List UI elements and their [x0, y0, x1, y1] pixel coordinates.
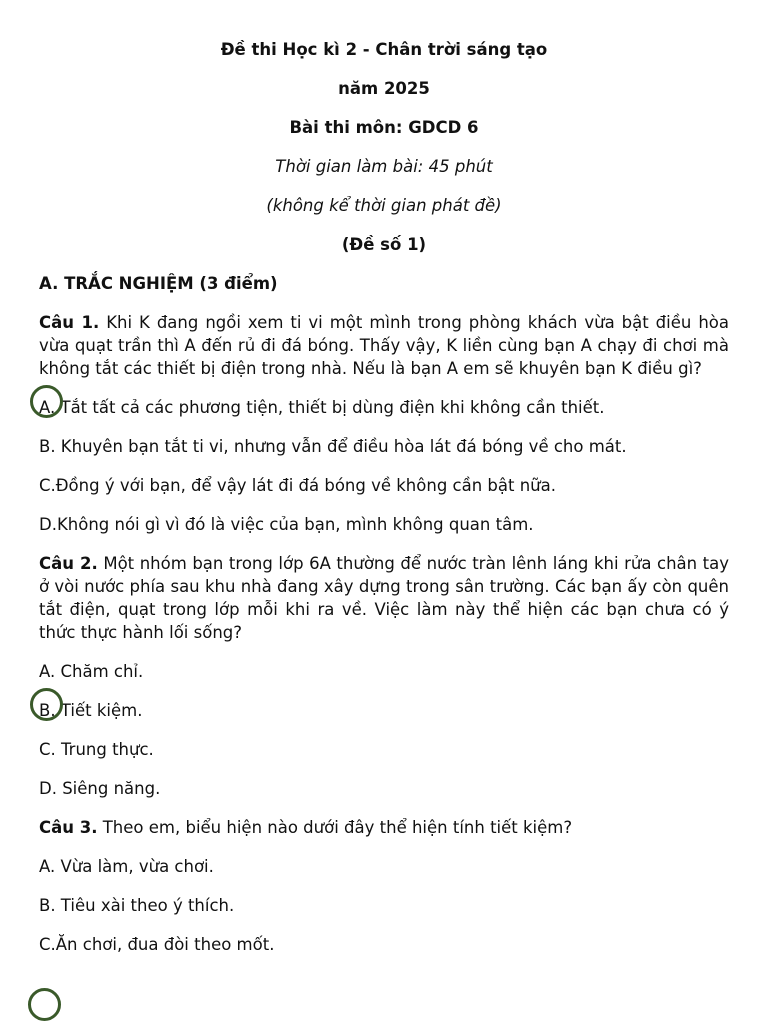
question-1-text: Khi K đang ngồi xem ti vi một mình trong phòng khách vừa bật điều hòa vừa quạt trần thì A đến rủ đi đá bóng. Thấy vậy, K liền cùng bạn A chạy đi chơi mà không tắt các thiết bị điện trong nhà. Nếu là bạn A em sẽ khuyên bạn K điều gì?	[39, 313, 729, 378]
question-2-option-d[interactable]	[39, 777, 729, 800]
option-text: D.Không nói gì vì đó là việc của bạn, mình không quan tâm.	[39, 515, 534, 534]
question-2-option-a[interactable]	[39, 660, 729, 683]
question-2-label: Câu 2.	[39, 554, 98, 573]
option-text: A. Vừa làm, vừa chơi.	[39, 857, 214, 876]
option-text: C.Ăn chơi, đua đòi theo mốt.	[39, 935, 275, 954]
question-3-option-b[interactable]	[39, 894, 729, 917]
option-text: B. Tiêu xài theo ý thích.	[39, 896, 235, 915]
question-1	[39, 311, 729, 380]
exam-number: (Đề số 1)	[341, 235, 427, 254]
question-1-option-d[interactable]	[39, 513, 729, 536]
option-text: A. Chăm chỉ.	[39, 662, 144, 681]
section-a-heading: A. TRẮC NGHIỆM (3 điểm)	[39, 274, 278, 293]
exam-time-note: (không kể thời gian phát đề)	[266, 196, 502, 215]
question-2-option-c[interactable]	[39, 738, 729, 761]
question-2-option-b[interactable]	[39, 699, 729, 722]
question-1-option-b[interactable]	[39, 435, 729, 458]
option-text: B. Tiết kiệm.	[39, 701, 143, 720]
option-text: A. Tắt tất cả các phương tiện, thiết bị dùng điện khi không cần thiết.	[39, 398, 605, 417]
exam-time: Thời gian làm bài: 45 phút	[275, 157, 493, 176]
exam-page	[39, 38, 729, 972]
option-text: D. Siêng năng.	[39, 779, 161, 798]
option-text: C.Đồng ý với bạn, để vậy lát đi đá bóng về không cần bật nữa.	[39, 476, 556, 495]
exam-subject: Bài thi môn: GDCD 6	[289, 118, 479, 137]
question-3	[39, 816, 729, 839]
option-text: B. Khuyên bạn tắt ti vi, nhưng vẫn để điều hòa lát đá bóng về cho mát.	[39, 437, 627, 456]
question-1-option-c[interactable]	[39, 474, 729, 497]
question-3-option-c[interactable]	[39, 933, 729, 956]
exam-title-line2: năm 2025	[338, 79, 430, 98]
question-2-text: Một nhóm bạn trong lớp 6A thường để nước tràn lênh láng khi rửa chân tay ở vòi nước phía sau khu nhà đang xây dựng trong sân trường. Các bạn ấy còn quên tắt điện, quạt trong lớp mỗi khi ra về. Việc làm này thể hiện các bạn chưa có ý thức thực hành lối sống?	[39, 554, 730, 642]
option-text: C. Trung thực.	[39, 740, 154, 759]
question-1-label: Câu 1.	[39, 313, 100, 332]
question-3-text: Theo em, biểu hiện nào dưới đây thể hiện tính tiết kiệm?	[97, 818, 573, 837]
question-1-option-a[interactable]	[39, 396, 729, 419]
question-2	[39, 552, 729, 644]
question-3-option-a[interactable]	[39, 855, 729, 878]
answer-circle-mark	[28, 988, 61, 1021]
exam-title-line1: Đề thi Học kì 2 - Chân trời sáng tạo	[220, 40, 548, 59]
question-3-label: Câu 3.	[39, 818, 98, 837]
